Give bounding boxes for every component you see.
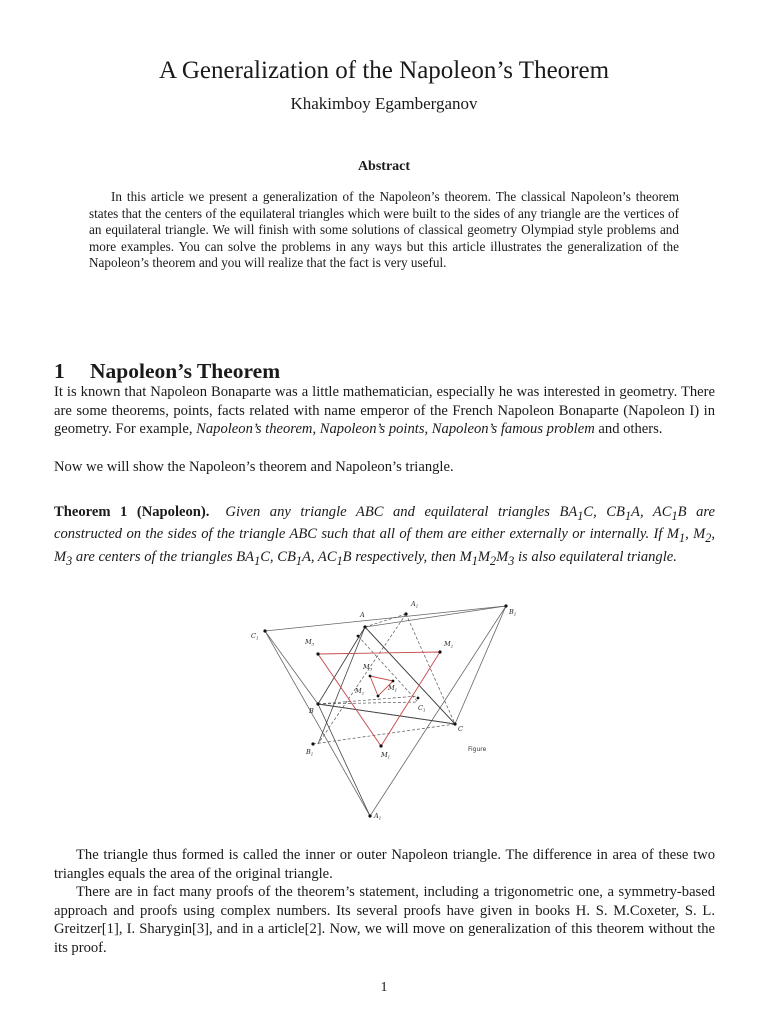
label-a1-top-sub: 1 — [415, 603, 419, 609]
segment — [318, 704, 370, 816]
triangle-abc — [318, 627, 455, 724]
section-heading — [54, 359, 280, 384]
label-m3-inner — [362, 663, 373, 672]
paragraph-intro-start: It is known that Napoleon Bonaparte was a little mathematician, especially he was interested in geometry. There are some theorems, points, facts related with name emperor of the French Napoleon Bonaparte (Napoleon I) in geometry. For example, — [54, 384, 715, 437]
paragraph-intro-italic: Napoleon’s theorem, Napoleon’s points, Napoleon’s famous problem — [196, 421, 595, 437]
label-m3-outer — [304, 638, 315, 647]
label-a: A — [360, 611, 365, 619]
label-b1-low-sub: 1 — [310, 751, 314, 757]
point — [357, 635, 360, 638]
label-b1 — [508, 608, 516, 617]
point — [504, 604, 507, 607]
dashed-segment — [406, 614, 455, 724]
label-m1-outer-sub: 1 — [387, 754, 391, 760]
label-m2-outer-letter: M — [444, 640, 451, 648]
paragraph-intro — [54, 383, 715, 439]
label-c: C — [458, 725, 463, 733]
figure-diagram — [248, 594, 526, 822]
theorem-text: A, AC — [631, 504, 672, 520]
theorem-text: A, AC — [301, 548, 337, 565]
segment — [455, 606, 506, 724]
theorem-text: , M — [54, 526, 715, 565]
theorem-text: is also equilateral triangle. — [514, 548, 677, 565]
point — [453, 722, 456, 725]
theorem-text: B are constructed on the sides of the triangle ABC such that all of them are either externally or internally. If M — [54, 504, 715, 543]
label-c1-letter: C — [251, 632, 256, 640]
label-a1-letter: A — [374, 812, 379, 820]
label-m2-inner-letter: M — [355, 687, 362, 695]
subscript: 3 — [66, 553, 73, 568]
label-c1-inner-letter: C — [418, 704, 423, 712]
outer-triangle — [265, 603, 506, 816]
label-a1 — [373, 812, 381, 821]
paragraph-proofs: There are in fact many proofs of the theorem’s statement, including a trigonometric one, a symmetry-based approach and proofs using complex numbers. Its several proofs have given in books H. S. M.Coxeter, S. L. Greitzer[1], I. Sharygin[3], and in a article[2]. Now, we will move on generalization of this theorem without the its proof. — [54, 884, 715, 956]
point — [404, 612, 407, 615]
section-title: Napoleon’s Theorem — [90, 358, 281, 383]
label-a1-top-letter: A — [411, 600, 416, 608]
segment — [365, 603, 506, 627]
dashed-segment — [365, 614, 406, 627]
figure-points — [263, 604, 507, 817]
label-c1-inner-sub: 1 — [422, 707, 426, 713]
paper-title: A Generalization of the Napoleon’s Theorem — [158, 56, 610, 84]
page-number: 1 — [380, 980, 388, 995]
label-b: B — [309, 707, 314, 715]
point — [316, 702, 319, 705]
label-m3-inner-letter: M — [363, 663, 370, 671]
theorem-text: M — [496, 548, 509, 565]
abstract-text: In this article we present a generalization of the Napoleon’s theorem. The classical Napoleon’s theorem states that the centers of the equilateral triangles which were built to the sides of any triangle are the vertices of an equilateral triangle. We will finish with some solutions of classical geometry Olympiad style problems and more examples. You can solve the problems in any ways but this article illustrates the generalization of the Napoleon’s theorem and you will realize that the fact is very useful. — [89, 189, 679, 271]
paragraph-napoleon-triangle: The triangle thus formed is called the inner or outer Napoleon triangle. The difference in area of these two triangles equals the area of the original triangle. — [54, 847, 715, 882]
theorem-1 — [54, 503, 715, 570]
theorem-text: , M — [685, 526, 706, 543]
subscript: 1 — [577, 508, 584, 523]
theorem-text: Given any triangle ABC and equilateral triangles BA — [225, 504, 578, 520]
theorem-label: Theorem 1 (Napoleon). — [54, 504, 210, 520]
label-m3-outer-sub: 3 — [311, 641, 315, 647]
label-a1-top — [410, 600, 418, 609]
point — [392, 680, 395, 683]
abstract-heading: Abstract — [357, 159, 411, 174]
segment — [365, 627, 455, 724]
label-m2-inner — [354, 687, 365, 696]
point — [263, 629, 266, 632]
label-a1-sub: 1 — [378, 815, 382, 821]
point — [438, 650, 441, 653]
label-m3-inner-sub: 3 — [369, 666, 373, 672]
point — [377, 695, 380, 698]
label-m3-outer-letter: M — [305, 638, 312, 646]
subscript: 1 — [295, 553, 302, 568]
subscript: 1 — [471, 553, 478, 568]
label-m1-inner — [387, 684, 397, 693]
label-b1-low — [305, 748, 313, 757]
point — [316, 652, 319, 655]
point — [379, 744, 382, 747]
subscript: 1 — [336, 553, 343, 568]
label-c1-inner — [418, 704, 426, 713]
point — [369, 675, 372, 678]
point — [311, 742, 314, 745]
subscript: 1 — [254, 553, 261, 568]
point — [363, 625, 366, 628]
label-b1-letter: B — [509, 608, 514, 616]
subscript: 2 — [705, 531, 712, 546]
theorem-text: C, CB — [583, 504, 625, 520]
point — [368, 814, 371, 817]
paragraph-show: Now we will show the Napoleon’s theorem and Napoleon’s triangle. — [54, 459, 454, 475]
subscript: 3 — [508, 553, 515, 568]
napoleon-figure — [248, 594, 526, 822]
label-m1-inner-sub: 1 — [394, 687, 398, 693]
label-m2-outer — [443, 640, 454, 649]
paragraph-intro-end: and others. — [594, 421, 663, 437]
theorem-text: M — [477, 548, 491, 565]
point — [417, 697, 420, 700]
theorem-text: B respectively, then M — [342, 548, 472, 565]
label-m1-outer — [380, 751, 390, 760]
label-c1 — [251, 632, 259, 641]
theorem-text: are centers of the triangles BA — [72, 548, 255, 565]
subscript: 1 — [624, 508, 632, 523]
label-m2-inner-sub: 2 — [361, 690, 365, 696]
label-m1-outer-letter: M — [381, 751, 388, 759]
section-number: 1 — [54, 358, 65, 383]
subscript: 1 — [671, 508, 678, 523]
figure-caption: Figure — [468, 746, 487, 753]
theorem-text: C, CB — [260, 548, 296, 565]
label-c1-sub: 1 — [255, 635, 259, 641]
subscript: 2 — [490, 553, 497, 568]
label-m2-outer-sub: 2 — [450, 643, 454, 649]
label-b1-sub: 1 — [513, 611, 517, 617]
paper-author: Khakimboy Egamberganov — [290, 94, 478, 113]
subscript: 1 — [678, 531, 686, 546]
label-b1-low-letter: B — [306, 748, 311, 756]
label-m1-inner-letter: M — [388, 684, 395, 692]
